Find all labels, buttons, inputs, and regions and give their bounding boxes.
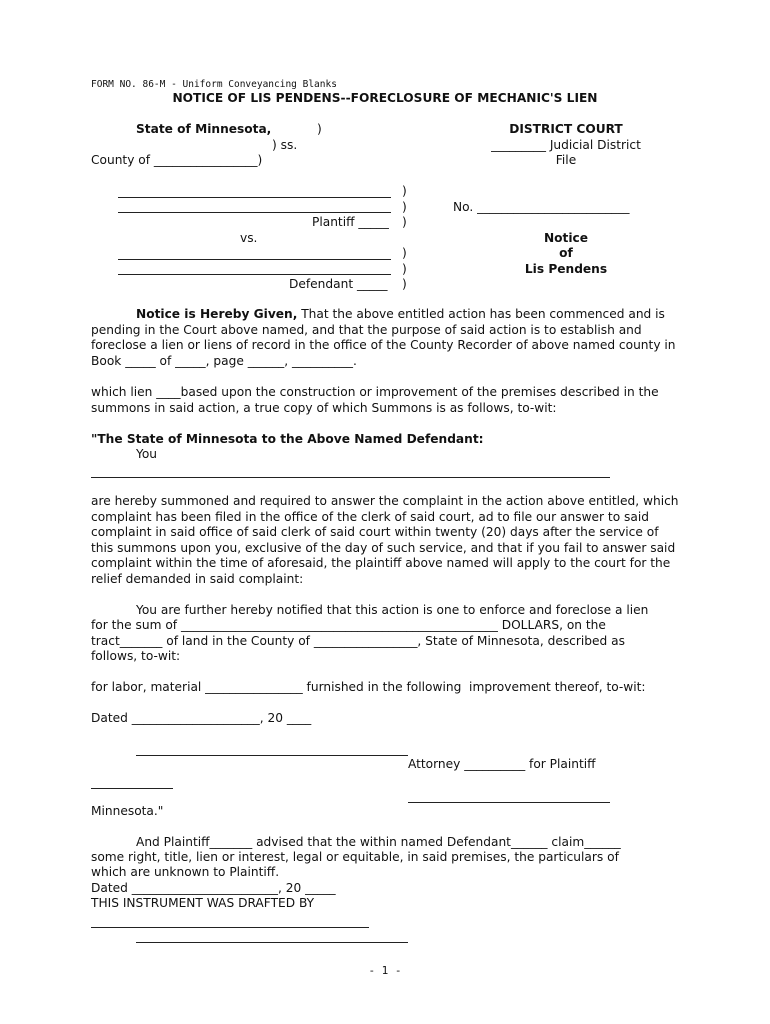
dated-line-1: Dated _____________________, 20 ____ [91,711,312,725]
form-number: FORM NO. 86-M - Uniform Conveyancing Blanks [91,79,337,90]
further-line-1: You are further hereby notified that this action is one to enforce and foreclose a lien [136,603,649,617]
plaintiff-label: Plantiff _____ [312,215,389,229]
attorney-label: Attorney __________ for Plaintiff [408,757,596,771]
summoned-paragraph: are hereby summoned and required to answer the complaint in the action above entitled, which complaint has been filed in the office of the clerk of said court, ad to file our answer to said complaint in said office of said clerk of said court within twenty (20) days after the service of this summons upon you, exclusive of the day of such service, and that if you fail to answer said complaint within the time of aforesaid, the plaintiff above named will apply to the court for the relief demanded in said complaint: [91,494,679,586]
which-lien-paragraph: which lien ____based upon the construction or improvement of the premises described in the summons in said action, a true copy of which Summons is as follows, to-wit: [91,385,659,415]
further-line-4: follows, to-wit: [91,649,181,663]
state-label: State of Minnesota, [136,122,272,136]
caption-paren: ) [402,215,407,229]
document-title: NOTICE OF LIS PENDENS--FORECLOSURE OF MECHANIC'S LIEN [172,91,598,105]
blank-line [408,802,610,803]
further-line-3: tract_______ of land in the County of _________________, State of Minnesota, described as [91,634,625,648]
and-plaintiff-line-3: which are unknown to Plaintiff. [91,865,280,879]
court-label: DISTRICT COURT [509,122,623,136]
defendant-name-line [118,274,391,275]
and-plaintiff-line-1: And Plaintiff_______ advised that the within named Defendant______ claim______ [136,835,621,849]
labor-line: for labor, material ________________ furnished in the following improvement thereof, to-wit: [91,680,646,694]
file-label: File [555,153,577,167]
page-number: - 1 - [368,964,402,977]
defendant-blank-line [91,477,610,478]
drafter-line [136,942,408,943]
blank-line [91,788,173,789]
caption-paren: ) [402,200,407,214]
signature-line [136,755,408,756]
defendant-label: Defendant _____ [289,277,388,291]
caption-paren: ) [402,184,407,198]
further-line-2: for the sum of ____________________________________________________ DOLLARS, on the [91,618,606,632]
dated-line-2: Dated ________________________, 20 _____ [91,881,336,895]
and-plaintiff-line-2: some right, title, lien or interest, legal or equitable, in said premises, the particulars of [91,850,619,864]
ss-label: ) ss. [272,138,298,152]
caption-paren: ) [402,277,407,291]
defendant-name-line [118,259,391,260]
caption-paren: ) [402,262,407,276]
caption-paren: ) [402,246,407,260]
caption-paren: ) [317,122,322,136]
notice-label: Notice [543,231,589,245]
county-label: County of _________________) [91,153,263,167]
plaintiff-name-line [118,197,391,198]
plaintiff-name-line [118,212,391,213]
notice-of-label: of [559,246,573,260]
lis-pendens-label: Lis Pendens [524,262,608,276]
vs-label: vs. [240,231,258,245]
case-number: No. _________________________ [453,200,630,214]
notice-paragraph: Notice is Hereby Given, That the above entitled action has been commenced and is pending in the Court above named, and that the purpose of said action is to establish and foreclose a lien or liens of record in the office of the County Recorder of above named county in Book _____ of _____, page ______, __________. [91,307,676,368]
drafted-by-label: THIS INSTRUMENT WAS DRAFTED BY [91,896,315,910]
minnesota-label: Minnesota." [91,804,164,818]
judicial-district: _________ Judicial District [491,138,641,152]
drafter-line [91,927,369,928]
summons-heading: "The State of Minnesota to the Above Named Defendant: [91,432,484,446]
you-label: You [136,447,158,461]
